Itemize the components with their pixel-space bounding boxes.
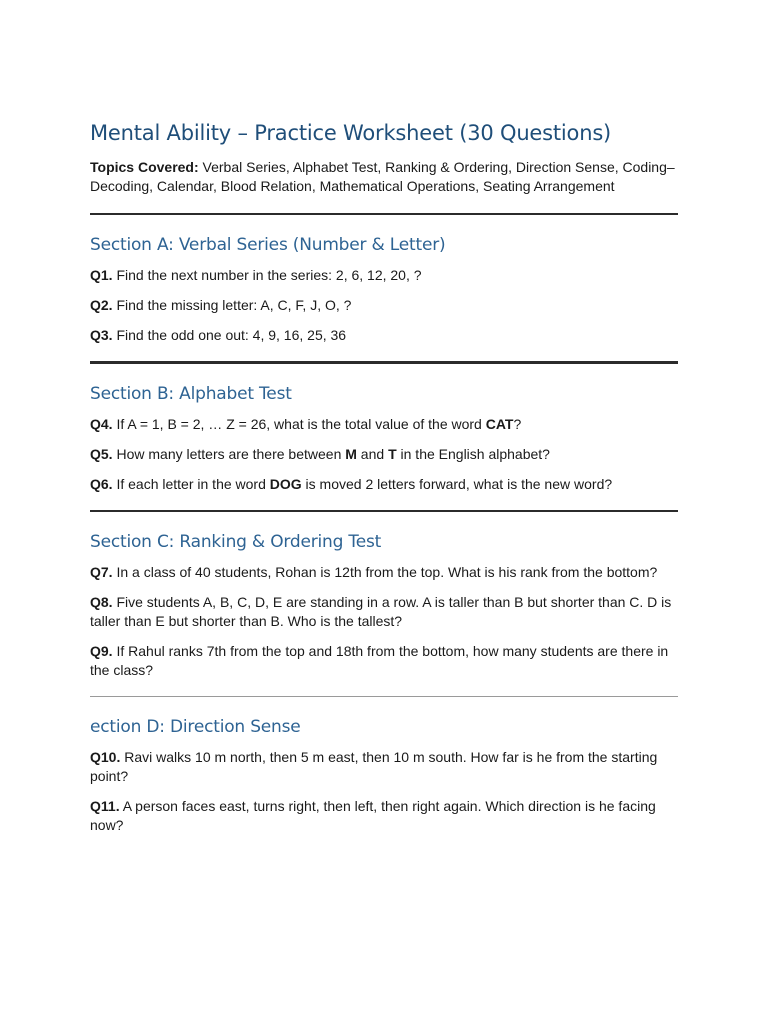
- question-text: Five students A, B, C, D, E are standing in a row. A is taller than B but shorter than C. D is taller than E but shorter than B. Who is the tallest?: [90, 594, 672, 629]
- section-title: Section B: Alphabet Test: [90, 384, 292, 404]
- question-q8: [90, 593, 678, 631]
- question-q11: [90, 797, 678, 835]
- page-title: Mental Ability – Practice Worksheet (30 Questions): [90, 121, 612, 145]
- section-title: Section A: Verbal Series (Number & Letter): [90, 235, 446, 255]
- question-number: Q11.: [90, 798, 120, 814]
- question-q9: [90, 642, 678, 680]
- section-title: Section C: Ranking & Ordering Test: [90, 532, 382, 552]
- topics-text: Verbal Series, Alphabet Test, Ranking & Ordering, Direction Sense, Coding–Decoding, Calendar, Blood Relation, Mathematical Operations, Seating Arrangement: [90, 159, 675, 194]
- question-text: in the English alphabet?: [396, 446, 550, 462]
- question-text: Find the odd one out: 4, 9, 16, 25, 36: [112, 327, 347, 343]
- question-text: How many letters are there between: [112, 446, 346, 462]
- question-q5: [90, 445, 678, 464]
- question-keyword: M: [345, 446, 357, 462]
- question-number: Q4.: [90, 416, 113, 432]
- question-keyword: DOG: [269, 476, 302, 492]
- question-number: Q2.: [90, 297, 113, 313]
- topics-covered: [90, 158, 678, 196]
- question-q7: [90, 563, 678, 582]
- section-c: [90, 512, 678, 696]
- question-number: Q3.: [90, 327, 113, 343]
- question-text: Ravi walks 10 m north, then 5 m east, then 10 m south. How far is he from the starting point?: [90, 749, 658, 784]
- question-text: If A = 1, B = 2, … Z = 26, what is the total value of the word: [112, 416, 486, 432]
- question-number: Q5.: [90, 446, 113, 462]
- question-text: is moved 2 letters forward, what is the new word?: [301, 476, 613, 492]
- question-q3: [90, 326, 678, 345]
- question-number: Q9.: [90, 643, 113, 659]
- question-keyword: CAT: [485, 416, 514, 432]
- section-b: [90, 364, 678, 510]
- question-q2: [90, 296, 678, 315]
- question-keyword: T: [388, 446, 397, 462]
- question-text: A person faces east, turns right, then left, then right again. Which direction is he facing now?: [90, 798, 656, 833]
- question-q6: [90, 475, 678, 494]
- question-number: Q6.: [90, 476, 113, 492]
- question-text: Find the next number in the series: 2, 6, 12, 20, ?: [112, 267, 422, 283]
- question-number: Q1.: [90, 267, 113, 283]
- question-q10: [90, 748, 678, 786]
- question-text: If each letter in the word: [112, 476, 270, 492]
- section-a: [90, 215, 678, 361]
- question-q4: [90, 415, 678, 434]
- question-text: ?: [513, 416, 522, 432]
- worksheet-page: [90, 117, 678, 851]
- question-text: and: [356, 446, 389, 462]
- section-title: ection D: Direction Sense: [90, 717, 301, 737]
- question-text: If Rahul ranks 7th from the top and 18th from the bottom, how many students are there in the class?: [90, 643, 669, 678]
- question-number: Q7.: [90, 564, 113, 580]
- question-text: Find the missing letter: A, C, F, J, O, ?: [112, 297, 352, 313]
- question-number: Q8.: [90, 594, 113, 610]
- section-d: [90, 697, 678, 851]
- question-text: In a class of 40 students, Rohan is 12th from the top. What is his rank from the bottom?: [112, 564, 658, 580]
- topics-label: Topics Covered:: [90, 159, 199, 175]
- question-number: Q10.: [90, 749, 121, 765]
- question-q1: [90, 266, 678, 285]
